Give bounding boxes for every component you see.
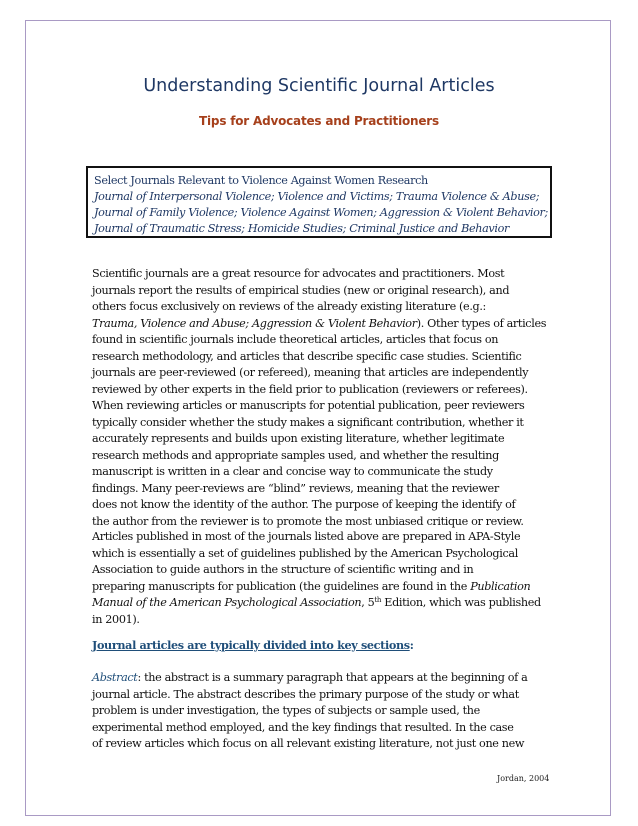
text-line: journals report the results of empirical studies (new or original research), and <box>92 283 510 297</box>
manual-title-part: Publication <box>470 579 531 593</box>
text-line: the author from the reviewer is to promote the most unbiased critique or review. <box>92 514 524 528</box>
text-line: does not know the identity of the author. The purpose of keeping the identify of <box>92 498 516 511</box>
paragraph-scientific-journals <box>92 266 552 530</box>
paragraph-apa-style <box>92 529 552 628</box>
document-title: Understanding Scientific Journal Articles <box>143 76 495 96</box>
text-line <box>92 316 552 333</box>
journals-box <box>86 166 552 238</box>
paragraph-abstract <box>92 670 552 753</box>
text-line: reviewed by other experts in the field prior to publication (reviewers or referees). <box>92 382 528 396</box>
journals-line-3: Journal of Traumatic Stress; Homicide Studies; Criminal Justice and Behavior <box>94 222 509 235</box>
text-line: journal article. The abstract describes the primary purpose of the study or what <box>92 687 519 701</box>
text-line: research methods and appropriate samples used, and whether the resulting <box>92 448 499 462</box>
text-line: which is essentially a set of guidelines published by the American Psychological <box>92 546 518 560</box>
text-line: of review articles which focus on all relevant existing literature, not just one new <box>92 737 525 750</box>
text-line: findings. Many peer-reviews are “blind” reviews, meaning that the reviewer <box>92 481 499 495</box>
text-line: in 2001). <box>92 612 140 626</box>
text-line: When reviewing articles or manuscripts for potential publication, peer reviewers <box>92 399 525 412</box>
text-line: research methodology, and articles that describe specific case studies. Scientific <box>92 349 522 363</box>
document-subtitle: Tips for Advocates and Practitioners <box>199 114 439 128</box>
text-line: others focus exclusively on reviews of the already existing literature (e.g.: <box>92 300 486 313</box>
sections-heading <box>92 637 552 654</box>
sections-heading-link[interactable]: Journal articles are typically divided into key sections <box>92 638 410 652</box>
text-line <box>92 579 552 596</box>
text-line: manuscript is written in a clear and concise way to communicate the study <box>92 465 493 478</box>
text-fragment: Edition, which was published <box>381 596 541 609</box>
superscript-th: th <box>374 596 382 604</box>
text-line <box>92 670 552 687</box>
journal-examples: Trauma, Violence and Abuse; Aggression & Violent Behavior <box>92 316 417 330</box>
text-line: journals are peer-reviewed (or refereed), meaning that articles are independently <box>92 366 529 379</box>
text-line: Articles published in most of the journals listed above are prepared in APA-Style <box>92 530 521 543</box>
journals-line-2: Journal of Family Violence; Violence Against Women; Aggression & Violent Behavior; <box>94 206 548 219</box>
text-line: typically consider whether the study makes a significant contribution, whether it <box>92 415 524 429</box>
text-line <box>92 595 552 612</box>
journals-line-1: Journal of Interpersonal Violence; Violence and Victims; Trauma Violence & Abuse; <box>94 190 540 203</box>
text-fragment: ). Other types of articles <box>416 316 547 330</box>
abstract-label: Abstract <box>92 671 138 684</box>
text-fragment: : the abstract is a summary paragraph that appears at the beginning of a <box>137 671 528 684</box>
text-line: found in scientific journals include theoretical articles, articles that focus on <box>92 333 499 346</box>
sections-heading-line <box>92 637 552 654</box>
text-line: problem is under investigation, the types of subjects or sample used, the <box>92 704 480 717</box>
sections-heading-colon: : <box>409 638 414 652</box>
text-line: Association to guide authors in the structure of scientific writing and in <box>92 563 474 576</box>
text-line: Scientific journals are a great resource for advocates and practitioners. Most <box>92 267 505 280</box>
text-fragment: , 5 <box>361 596 375 609</box>
footer-credit: Jordan, 2004 <box>497 774 550 783</box>
text-line: accurately represents and builds upon existing literature, whether legitimate <box>92 432 505 445</box>
manual-title-part: Manual of the American Psychological Association <box>92 596 362 609</box>
text-line: experimental method employed, and the key findings that resulted. In the case <box>92 720 514 734</box>
journals-box-heading: Select Journals Relevant to Violence Against Women Research <box>94 174 428 187</box>
text-fragment: preparing manuscripts for publication (the guidelines are found in the <box>92 579 471 593</box>
